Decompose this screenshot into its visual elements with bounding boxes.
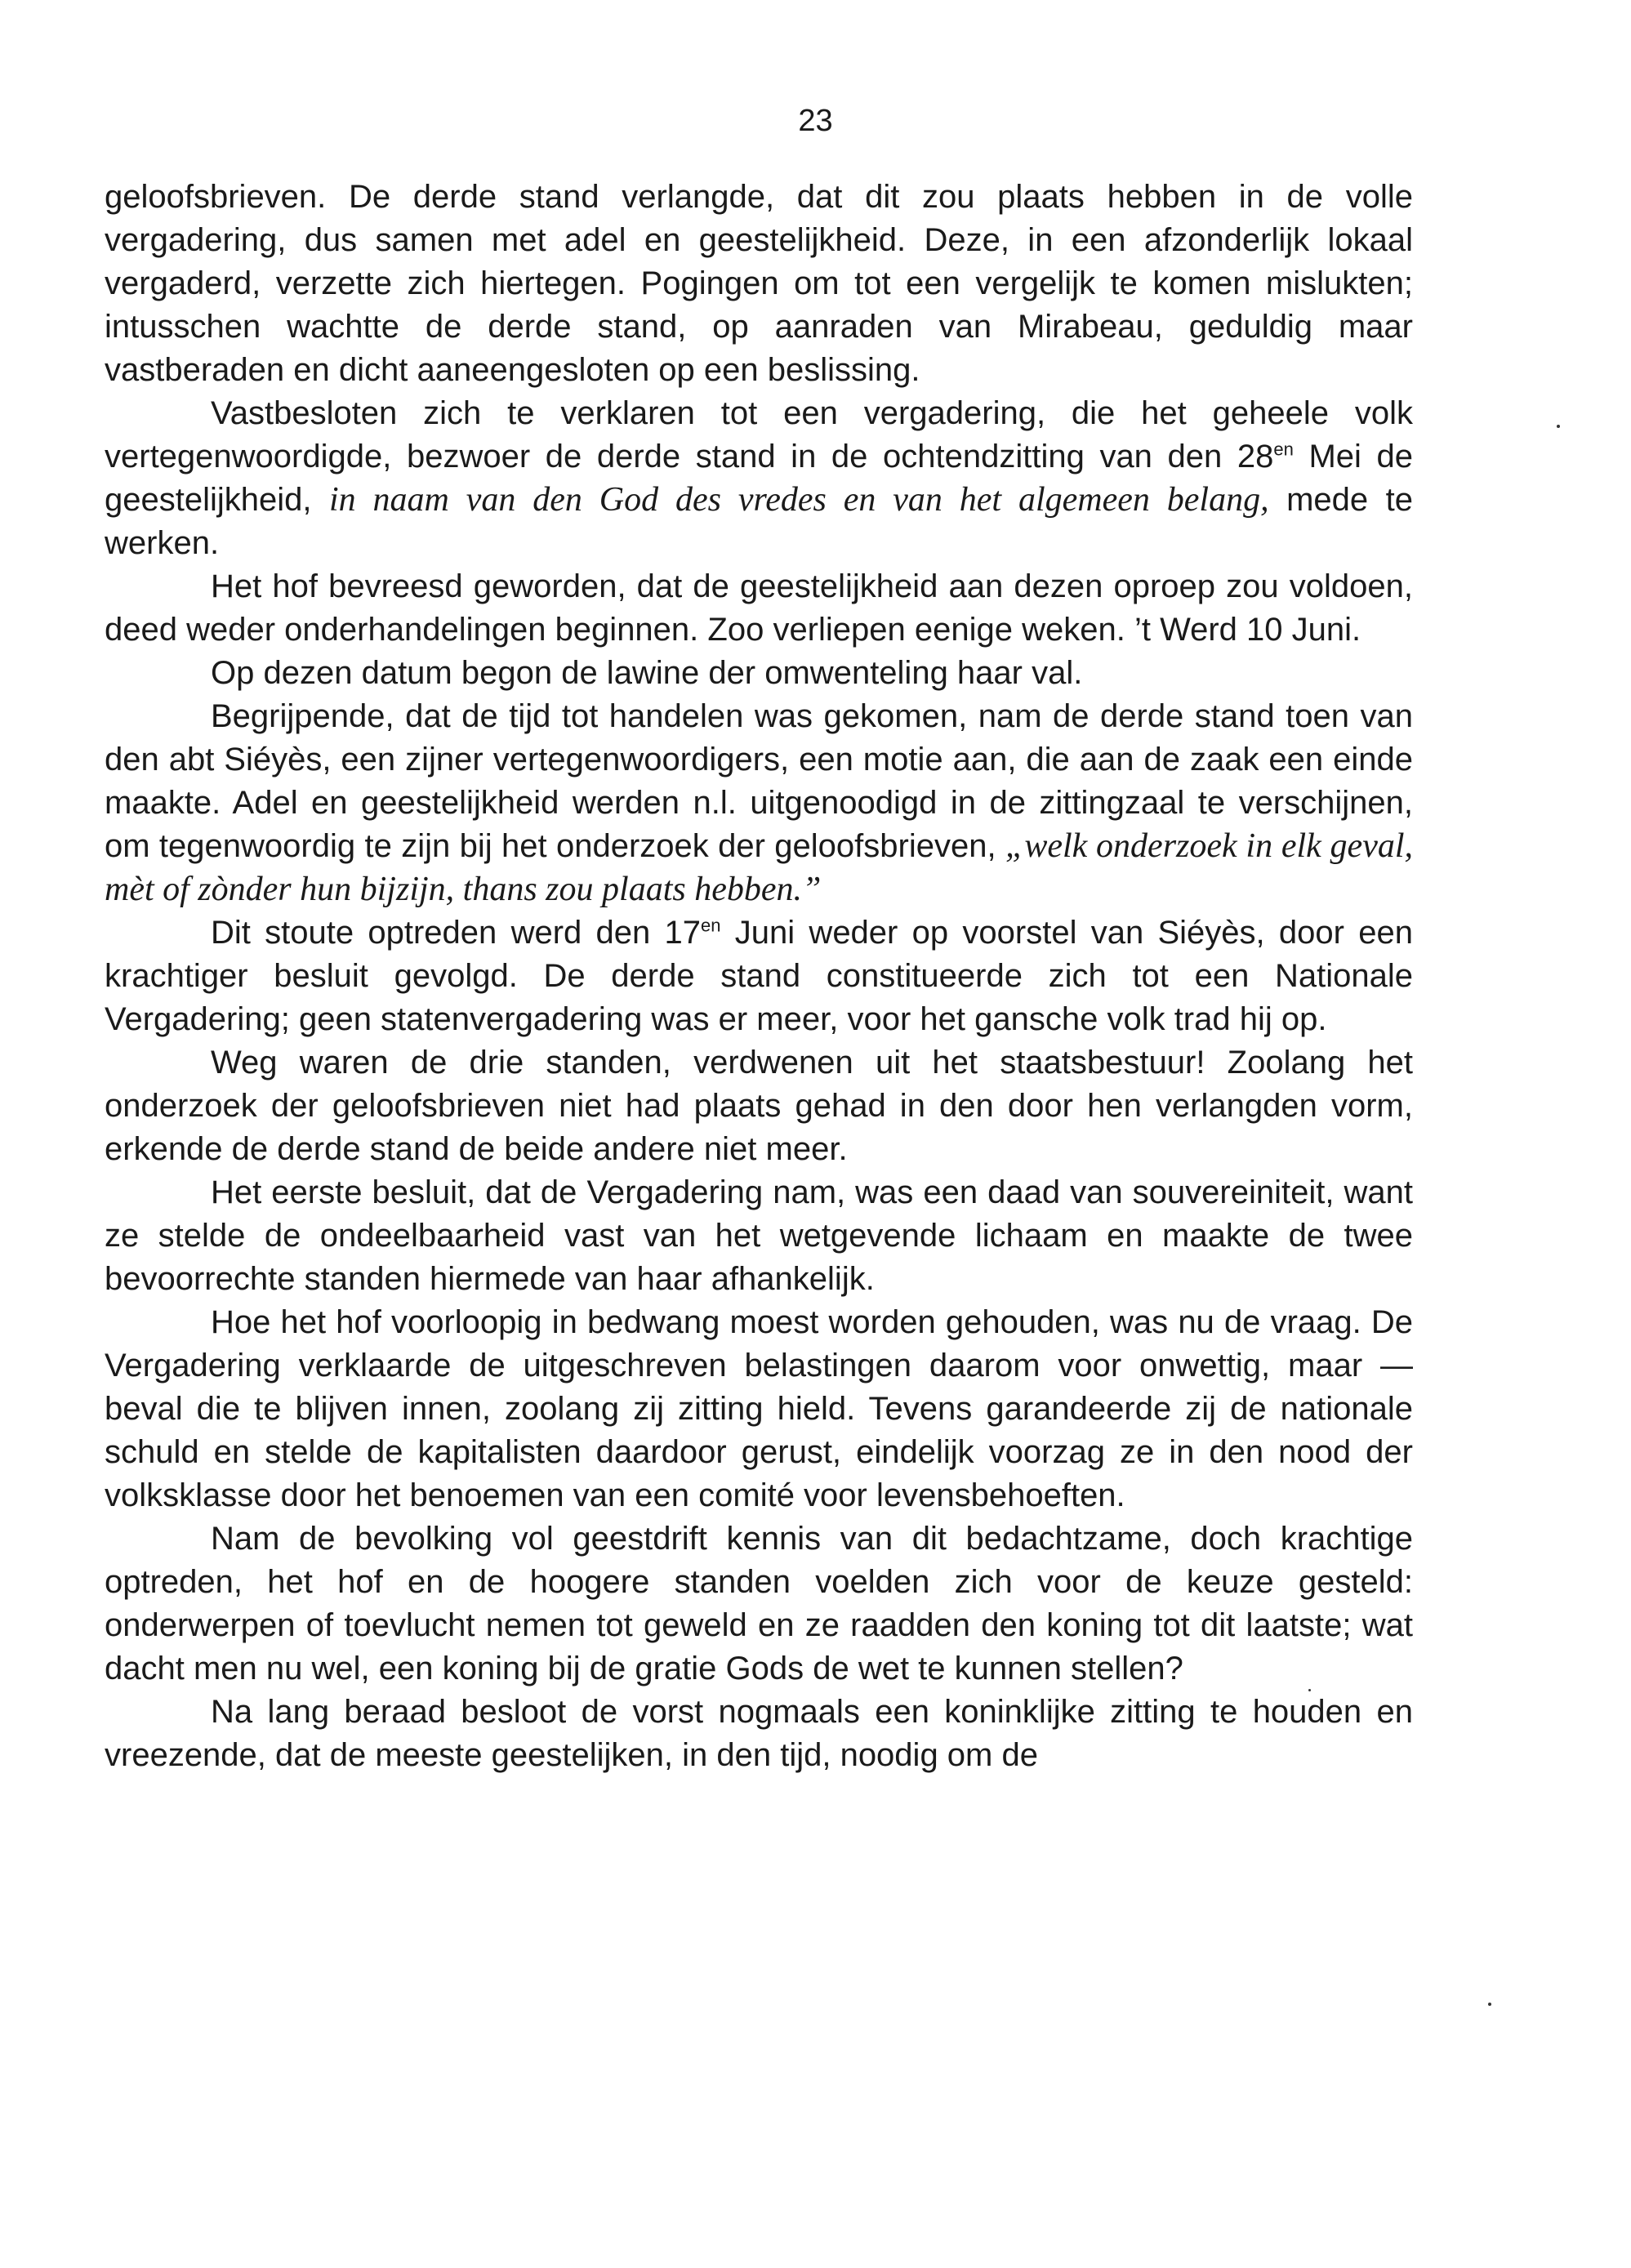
paragraph <box>105 392 1413 565</box>
text-run: Juni weder op voorstel van Siéyès, door een krachtiger besluit gevolgd. De derde stand constitueerde zich tot een Nationale Vergadering; geen statenvergadering was er meer, voor het gansche volk trad hij op. <box>105 915 1413 1037</box>
paragraph <box>105 695 1413 911</box>
scan-speck <box>1308 1689 1311 1691</box>
italic-quote: in naam van den God des vredes en van het algemeen belang, <box>328 481 1269 519</box>
text-run: Weg waren de drie standen, verdwenen uit het staatsbestuur! Zoolang het onderzoek der geloofsbrieven niet had plaats gehad in den door hen verlangden vorm, erkende de derde stand de beide andere niet meer. <box>105 1045 1413 1167</box>
paragraph <box>105 1517 1413 1691</box>
text-run: Begrijpende, dat de tijd tot handelen was gekomen, nam de derde stand toen van den abt Siéyès, een zijner vertegenwoordigers, een motie aan, die aan de zaak een einde maakte. Adel en geestelijkheid werden n.l. uitgenoodigd in de zittingzaal te verschijnen, om tegenwoordig te zijn bij het onderzoek der geloofsbrieven, <box>105 698 1413 864</box>
text-run: Op dezen datum begon de lawine der omwenteling haar val. <box>211 655 1083 691</box>
paragraph <box>105 565 1413 652</box>
text-run: Hoe het hof voorloopig in bedwang moest worden gehouden, was nu de vraag. De Vergadering verklaarde de uitgeschreven belastingen daarom voor onwettig, maar — beval die te blijven innen, zoolang zij zitting hield. Tevens garandeerde zij de nationale schuld en stelde de kapitalisten daardoor gerust, eindelijk voorzag ze in den nood der volksklasse door het benoemen van een comité voor levensbehoeften. <box>105 1304 1413 1513</box>
paragraph <box>105 1171 1413 1301</box>
paragraph <box>105 1301 1413 1517</box>
text-run: Nam de bevolking vol geestdrift kennis van dit bedachtzame, doch krachtige optreden, het hof en de hoogere standen voelden zich voor de keuze gesteld: onderwerpen of toevlucht nemen tot geweld en ze raadden den koning tot dit laatste; wat dacht men nu wel, een koning bij de gratie Gods de wet te kunnen stellen? <box>105 1521 1413 1687</box>
italic-quote: „welk onderzoek in elk geval, mèt of zònder hun bijzijn, thans zou plaats hebben.” <box>105 827 1413 908</box>
scan-speck <box>1557 425 1560 428</box>
text-run: Na lang beraad besloot de vorst nogmaals een koninklijke zitting te houden en vreezende, dat de meeste geestelijken, in den tijd, noodig om de <box>105 1694 1413 1773</box>
paragraph <box>105 1041 1413 1171</box>
ordinal-suffix: en <box>701 915 721 936</box>
page-number: 23 <box>798 104 833 138</box>
paragraph <box>105 176 1413 392</box>
text-run: Het hof bevreesd geworden, dat de geestelijkheid aan dezen oproep zou voldoen, deed weder onderhandelingen beginnen. Zoo verliepen eenige weken. ’t Werd 10 Juni. <box>105 568 1413 648</box>
body-text <box>105 176 1413 1777</box>
paragraph <box>105 911 1413 1041</box>
text-run: mede te werken. <box>105 482 1413 561</box>
scan-speck <box>1488 2003 1491 2006</box>
ordinal-suffix: en <box>1273 439 1294 460</box>
paragraph <box>105 1691 1413 1777</box>
text-run: Vastbesloten zich te verklaren tot een vergadering, die het geheele volk vertegenwoordigde, bezwoer de derde stand in de ochtendzitting van den 28 <box>105 395 1413 475</box>
paragraph <box>105 652 1413 695</box>
text-run: Mei de geestelijkheid, <box>105 439 1414 518</box>
text-run: geloofsbrieven. De derde stand verlangde, dat dit zou plaats hebben in de volle vergadering, dus samen met adel en geestelijkheid. Deze, in een afzonderlijk lokaal vergaderd, verzette zich hiertegen. Pogingen om tot een vergelijk te komen mislukten; intusschen wachtte de derde stand, op aanraden van Mirabeau, geduldig maar vastberaden en dicht aaneengesloten op een beslissing. <box>105 179 1413 388</box>
text-run: Dit stoute optreden werd den 17 <box>211 915 702 951</box>
text-run: Het eerste besluit, dat de Vergadering nam, was een daad van souvereiniteit, want ze stelde de ondeelbaarheid vast van het wetgevende lichaam en maakte de twee bevoorrechte standen hiermede van haar afhankelijk. <box>105 1174 1413 1297</box>
